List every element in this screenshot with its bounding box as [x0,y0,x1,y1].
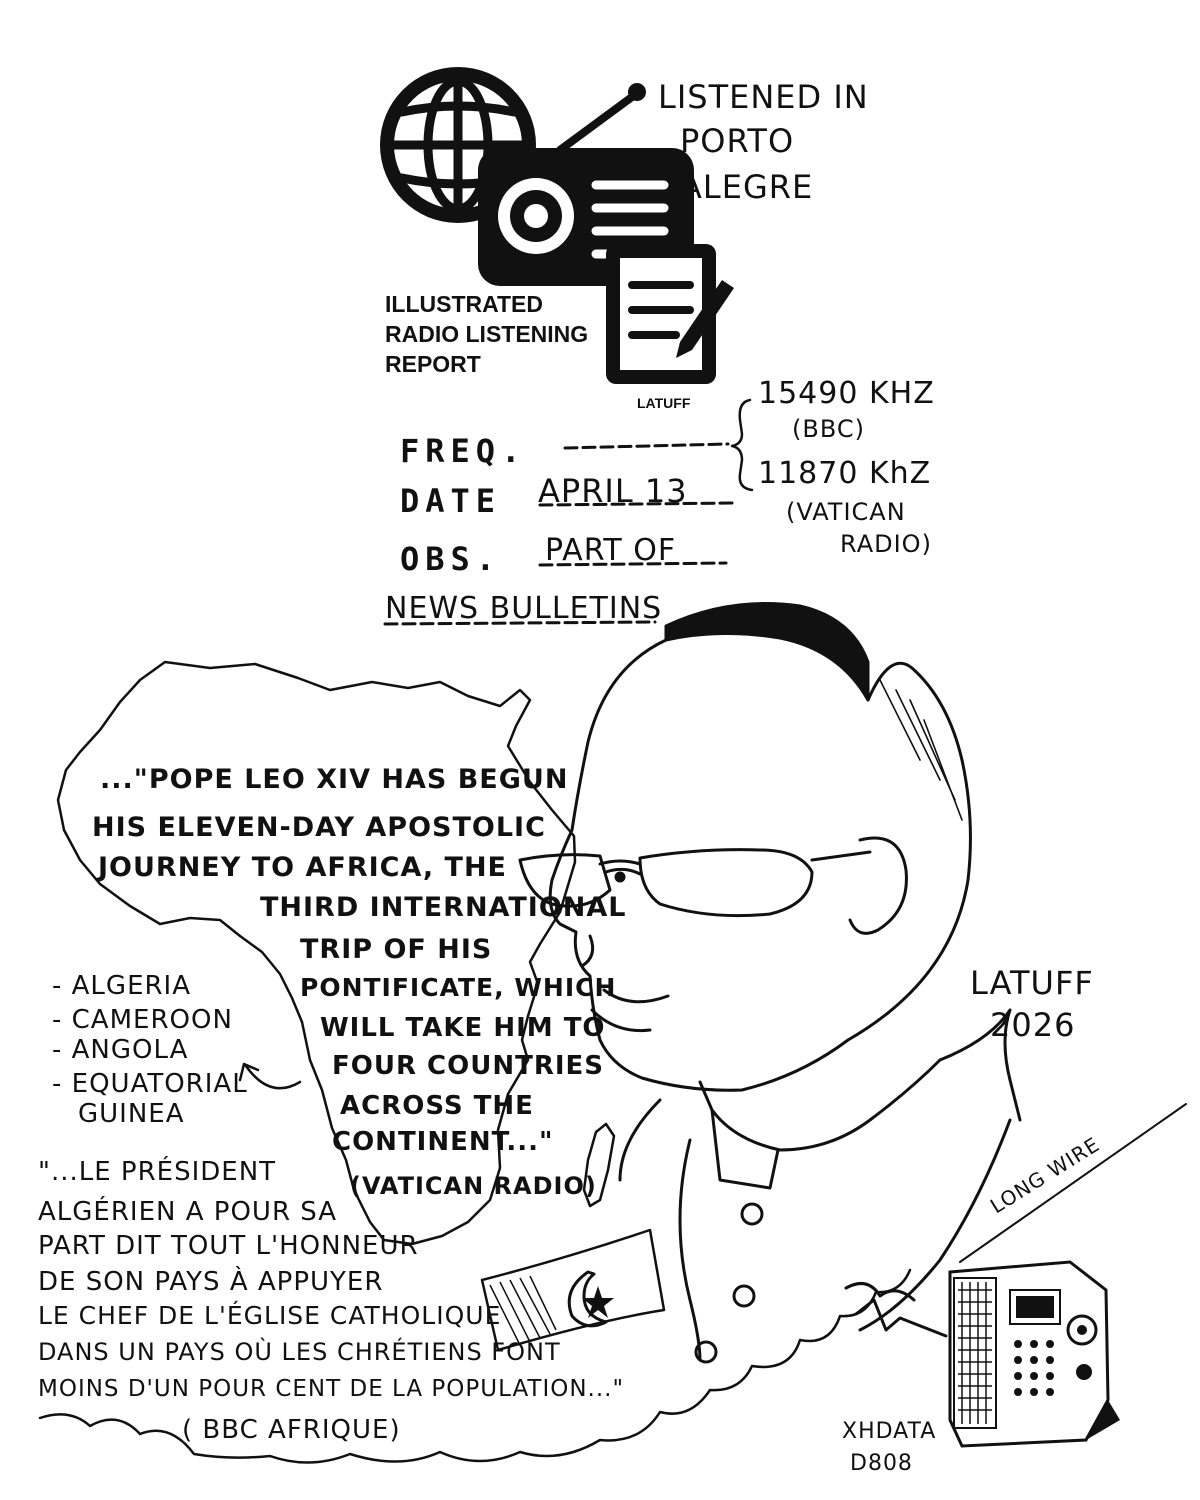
freq-2-station-line-2: RADIO) [840,530,932,558]
country-item-1: - ALGERIA [52,971,192,1001]
antenna-label: LONG WIRE [985,1132,1104,1219]
receiver-model-line-2: D808 [850,1451,913,1476]
vatican-quote-line-4: THIRD INTERNATIONAL [260,892,627,923]
freq-2-station-line-1: (VATICAN [786,498,906,526]
freq-1-value: 15490 KHZ [758,376,935,411]
location-line-1: LISTENED IN [658,78,869,116]
countries-list [52,971,248,1129]
listening-location [658,78,869,206]
obs-label: OBS. [400,540,502,578]
logo-title-line-1: ILLUSTRATED [385,291,544,317]
bbc-quote-line-7: MOINS D'UN POUR CENT DE LA POPULATION..." [38,1376,625,1402]
bbc-quote-line-6: DANS UN PAYS OÙ LES CHRÉTIENS FONT [38,1338,561,1366]
location-line-2: PORTO [680,122,795,160]
vatican-quote-line-6: PONTIFICATE, WHICH [300,973,617,1002]
bbc-quote-line-2: ALGÉRIEN A POUR SA [38,1197,338,1227]
receiver-model-line-1: XHDATA [842,1419,937,1444]
bbc-quote-line-1: "...LE PRÉSIDENT [38,1157,277,1187]
vatican-quote-line-9: ACROSS THE [340,1091,534,1121]
logo-title-line-2: RADIO LISTENING [385,321,589,347]
radio-report-logo [380,67,734,411]
algerian-flag [482,1230,664,1350]
vatican-quote-line-3: JOURNEY TO AFRICA, THE [98,852,507,883]
country-item-4: - EQUATORIAL [52,1069,248,1099]
country-item-2: - CAMEROON [52,1005,233,1035]
country-item-5: GUINEA [78,1099,185,1129]
long-wire-antenna [960,1104,1186,1262]
vatican-quote-source: (VATICAN RADIO) [350,1172,597,1200]
freq-label: FREQ. [400,432,527,470]
location-line-3: ALEGRE [680,168,814,206]
obs-value-line-2: NEWS BULLETINS [385,591,663,626]
freq-2-value: 11870 KhZ [758,456,932,491]
bbc-quote-source: ( BBC AFRIQUE) [182,1415,401,1445]
country-item-3: - ANGOLA [52,1035,189,1065]
obs-value-line-1: PART OF [545,533,677,568]
signature-year: 2026 [990,1006,1076,1044]
countries-arrow [240,1064,300,1088]
vatican-quote-line-10: CONTINENT..." [332,1127,554,1157]
freq-1-station: (BBC) [792,415,865,443]
report-form [385,376,935,626]
bbc-quote-cloud [40,1270,910,1463]
vatican-quote-line-5: TRIP OF HIS [300,934,493,965]
date-value: APRIL 13 [538,472,688,510]
freq-line [565,444,728,448]
frequency-brace [732,400,752,490]
vatican-quote-line-8: FOUR COUNTRIES [332,1051,605,1081]
vatican-quote-line-2: HIS ELEVEN-DAY APOSTOLIC [92,812,546,843]
logo-signature: LATUFF [637,395,691,411]
bbc-quote-line-3: PART DIT TOUT L'HONNEUR [38,1231,419,1261]
vatican-quote-line-7: WILL TAKE HIM TO [320,1013,606,1043]
logo-title-line-3: REPORT [385,351,481,377]
bbc-quote-line-5: LE CHEF DE L'ÉGLISE CATHOLIQUE [38,1301,502,1330]
notepad-icon [606,244,734,384]
signature-name: LATUFF [970,964,1094,1002]
vatican-quote-line-1: ..."POPE LEO XIV HAS BEGUN [100,764,569,795]
date-label: DATE [400,482,502,520]
bbc-quote-line-4: DE SON PAYS À APPUYER [38,1267,384,1297]
